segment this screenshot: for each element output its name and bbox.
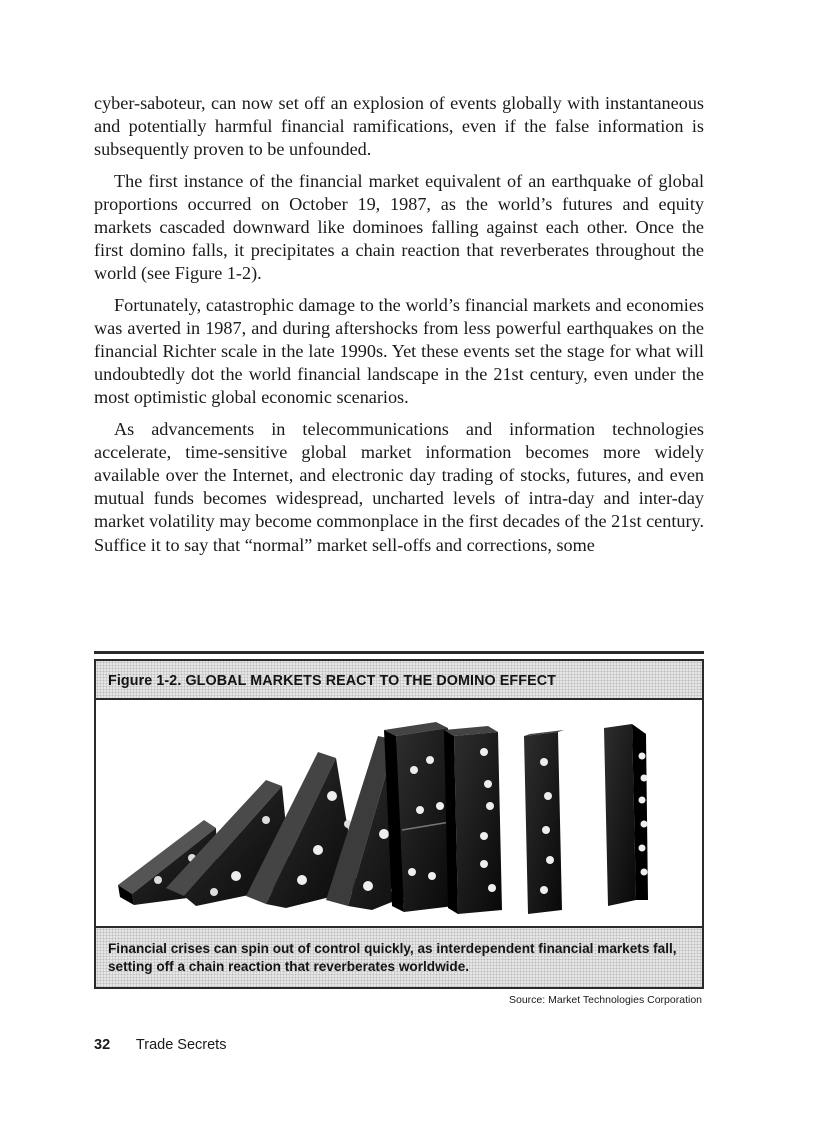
book-title: Trade Secrets (135, 1037, 227, 1053)
figure-box (94, 659, 704, 989)
dominoes-illustration (96, 700, 702, 926)
page-number: 32 (94, 1037, 111, 1053)
figure-top-rule (94, 651, 704, 654)
page-footer (94, 1037, 226, 1053)
paragraph-2: The first instance of the financial market equivalent of an earthquake of global proportions occurred on October 19, 1987, as the world’s futures and equity markets cascaded downward like dominoes falling against each other. Once the first domino falls, it precipitates a chain reaction that reverberates throughout the world (see Figure 1-2). (94, 170, 704, 284)
domino-7 (524, 730, 564, 914)
body-text (94, 92, 704, 565)
figure-illustration (96, 700, 702, 926)
domino-6 (444, 726, 502, 914)
paragraph-3: Fortunately, catastrophic damage to the world’s financial markets and economies was averted in 1987, and during aftershocks from less powerful earthquakes on the financial Richter scale in the late 1990s. Yet these events set the stage for what will undoubtedly dot the world financial landscape in the 21st century, even under the most optimistic global economic scenarios. (94, 294, 704, 408)
figure-caption: Financial crises can spin out of control quickly, as interdependent financial markets fall, setting off a chain reaction that reverberates worldwide. (96, 926, 702, 987)
domino-8 (604, 724, 648, 906)
paragraph-4: As advancements in telecommunications and information technologies accelerate, time-sensitive global market information becomes more widely available over the Internet, and electronic day trading of stocks, futures, and even mutual funds becomes widespread, uncharted levels of intra-day and inter-day market volatility may become commonplace in the first decades of the 21st century. Suffice it to say that “normal” market sell-offs and corrections, some (94, 418, 704, 555)
paragraph-1: cyber-saboteur, can now set off an explosion of events globally with instantaneous and potentially harmful financial ramifications, even if the false information is subsequently proven to be unfounded. (94, 93, 704, 160)
figure-title: Figure 1-2. GLOBAL MARKETS REACT TO THE DOMINO EFFECT (96, 661, 702, 700)
figure-source: Source: Market Technologies Corporation (509, 994, 702, 1006)
domino-5 (384, 722, 454, 912)
